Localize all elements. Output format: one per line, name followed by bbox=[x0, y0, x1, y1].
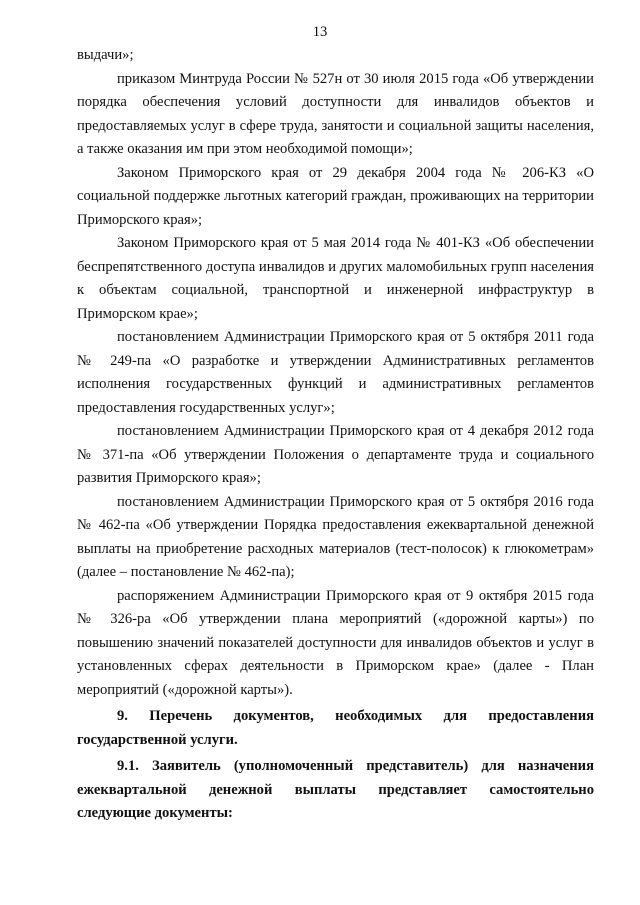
paragraph-law-206-kz: Законом Приморского края от 29 декабря 2004 года № 206-КЗ «О социальной поддержке льготных категорий граждан, проживающих на территории Приморского края»; bbox=[77, 164, 594, 228]
paragraph-resolution-462-pa: постановлением Администрации Приморского края от 5 октября 2016 года № 462-па «Об утверждении Порядка предоставления ежеквартальной денежной выплаты на приобретение расходных материалов (тест-полосок) к глюкометрам» (далее – постановление № 462-па); bbox=[77, 493, 594, 580]
section-heading-9-1: 9.1. Заявитель (уполномоченный представитель) для назначения ежеквартальной денежной выплаты представляет самостоятельно следующие документы: bbox=[77, 758, 594, 821]
paragraph-mintrud-order: приказом Минтруда России № 527н от 30 июля 2015 года «Об утверждении порядка обеспечения условий доступности для инвалидов объектов и предоставляемых услуг в сфере труда, занятости и социальной защиты населения, а также оказания им при этом необходимой помощи»; bbox=[77, 70, 594, 157]
page-number: 13 bbox=[312, 24, 328, 40]
paragraph-resolution-371-pa: постановлением Администрации Приморского края от 4 декабря 2012 года № 371-па «Об утверждении Положения о департаменте труда и социального развития Приморского края»; bbox=[77, 423, 594, 486]
paragraph-order-326-ra: распоряжением Администрации Приморского края от 9 октября 2015 года № 326-ра «Об утверждении плана мероприятий («дорожной карты») по повышению значений показателей доступности для инвалидов объектов и услуг в установленных сферах деятельности в Приморском крае» (далее - План мероприятий («дорожной карты»). bbox=[77, 587, 594, 698]
paragraph-law-401-kz: Законом Приморского края от 5 мая 2014 года № 401-КЗ «Об обеспечении беспрепятственного доступа инвалидов и других маломобильных групп населения к объектам социальной, транспортной и инженерной инфраструктур в Приморском крае»; bbox=[77, 235, 594, 322]
section-heading-9: 9. Перечень документов, необходимых для предоставления государственной услуги. bbox=[77, 708, 594, 748]
paragraph-continuation: выдачи»; bbox=[77, 47, 134, 63]
paragraph-resolution-249-pa: постановлением Администрации Приморского края от 5 октября 2011 года № 249-па «О разработке и утверждении Административных регламентов исполнения государственных функций и административных регламентов предоставления государственных услуг»; bbox=[77, 329, 594, 416]
document-body bbox=[77, 44, 594, 826]
